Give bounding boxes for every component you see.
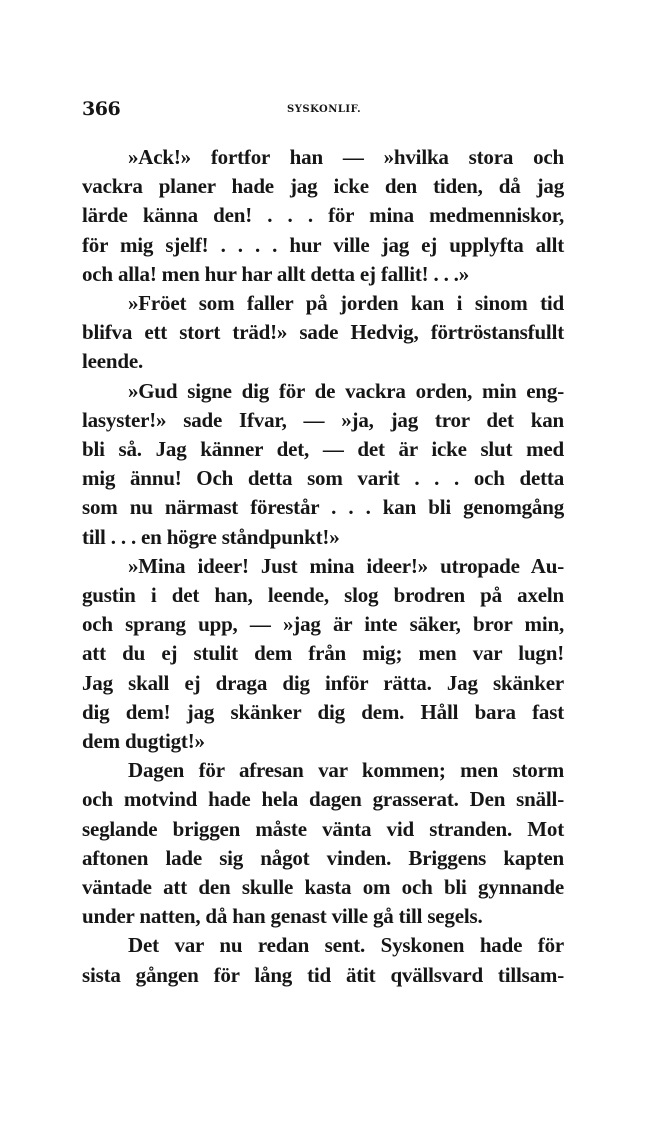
paragraph (82, 143, 564, 289)
body-text (82, 143, 564, 990)
paragraph (82, 552, 564, 756)
paragraph (82, 289, 564, 377)
text-line: och alla! men hur har allt detta ej fallit! . . .» (82, 261, 470, 286)
text-line: leende. (82, 349, 144, 374)
text-line: som nu närmast förestår . . . kan bli genomgång (82, 495, 564, 520)
page-number: 366 (82, 98, 121, 120)
paragraph (82, 756, 564, 931)
text-line: »Ack!» fortfor han — »hvilka stora och (128, 145, 564, 169)
text-line: väntade att den skulle kasta om och bli gynnande (82, 875, 564, 900)
text-line: seglande briggen måste vänta vid stranden. Mot (82, 816, 564, 841)
text-line: aftonen lade sig något vinden. Briggens kapten (82, 845, 564, 870)
text-line: »Fröet som faller på jorden kan i sinom tid (128, 291, 564, 316)
text-line: till . . . en högre ståndpunkt!» (82, 524, 340, 549)
text-line: »Mina ideer! Just mina ideer!» utropade Au- (128, 553, 564, 578)
text-line: under natten, då han genast ville gå till segels. (82, 904, 483, 929)
text-line: mig ännu! Och detta som varit . . . och detta (82, 466, 564, 491)
text-line: för mig sjelf! . . . . hur ville jag ej upplyfta allt (82, 232, 564, 257)
page-header (82, 98, 566, 128)
text-line: att du ej stulit dem från mig; men var lugn! (82, 641, 564, 666)
text-line: bli så. Jag känner det, — det är icke slut med (82, 437, 564, 462)
text-line: lasyster!» sade Ifvar, — »ja, jag tror det kan (82, 407, 564, 432)
text-line: dem dugtigt!» (82, 729, 205, 754)
text-line: blifva ett stort träd!» sade Hedvig, förtröstansfullt (82, 320, 564, 345)
paragraph (82, 377, 564, 552)
paragraph (82, 931, 564, 989)
text-line: sista gången för lång tid ätit qvällsvard tillsam- (82, 962, 564, 987)
text-line: och motvind hade hela dagen grasserat. Den snäll- (82, 787, 564, 812)
text-line: vackra planer hade jag icke den tiden, då jag (82, 174, 564, 199)
text-line: Dagen för afresan var kommen; men storm (128, 758, 564, 783)
text-line: Jag skall ej draga dig inför rätta. Jag skänker (82, 670, 564, 695)
running-title: SYSKONLIF. (287, 104, 362, 115)
text-line: »Gud signe dig för de vackra orden, min eng- (128, 378, 564, 403)
text-line: dig dem! jag skänker dig dem. Håll bara fast (82, 699, 564, 724)
text-line: gustin i det han, leende, slog brodren på axeln (82, 583, 564, 608)
text-line: Det var nu redan sent. Syskonen hade för (128, 933, 564, 958)
text-line: lärde känna den! . . . för mina medmenniskor, (82, 203, 564, 228)
text-line: och sprang upp, — »jag är inte säker, bror min, (82, 612, 564, 637)
